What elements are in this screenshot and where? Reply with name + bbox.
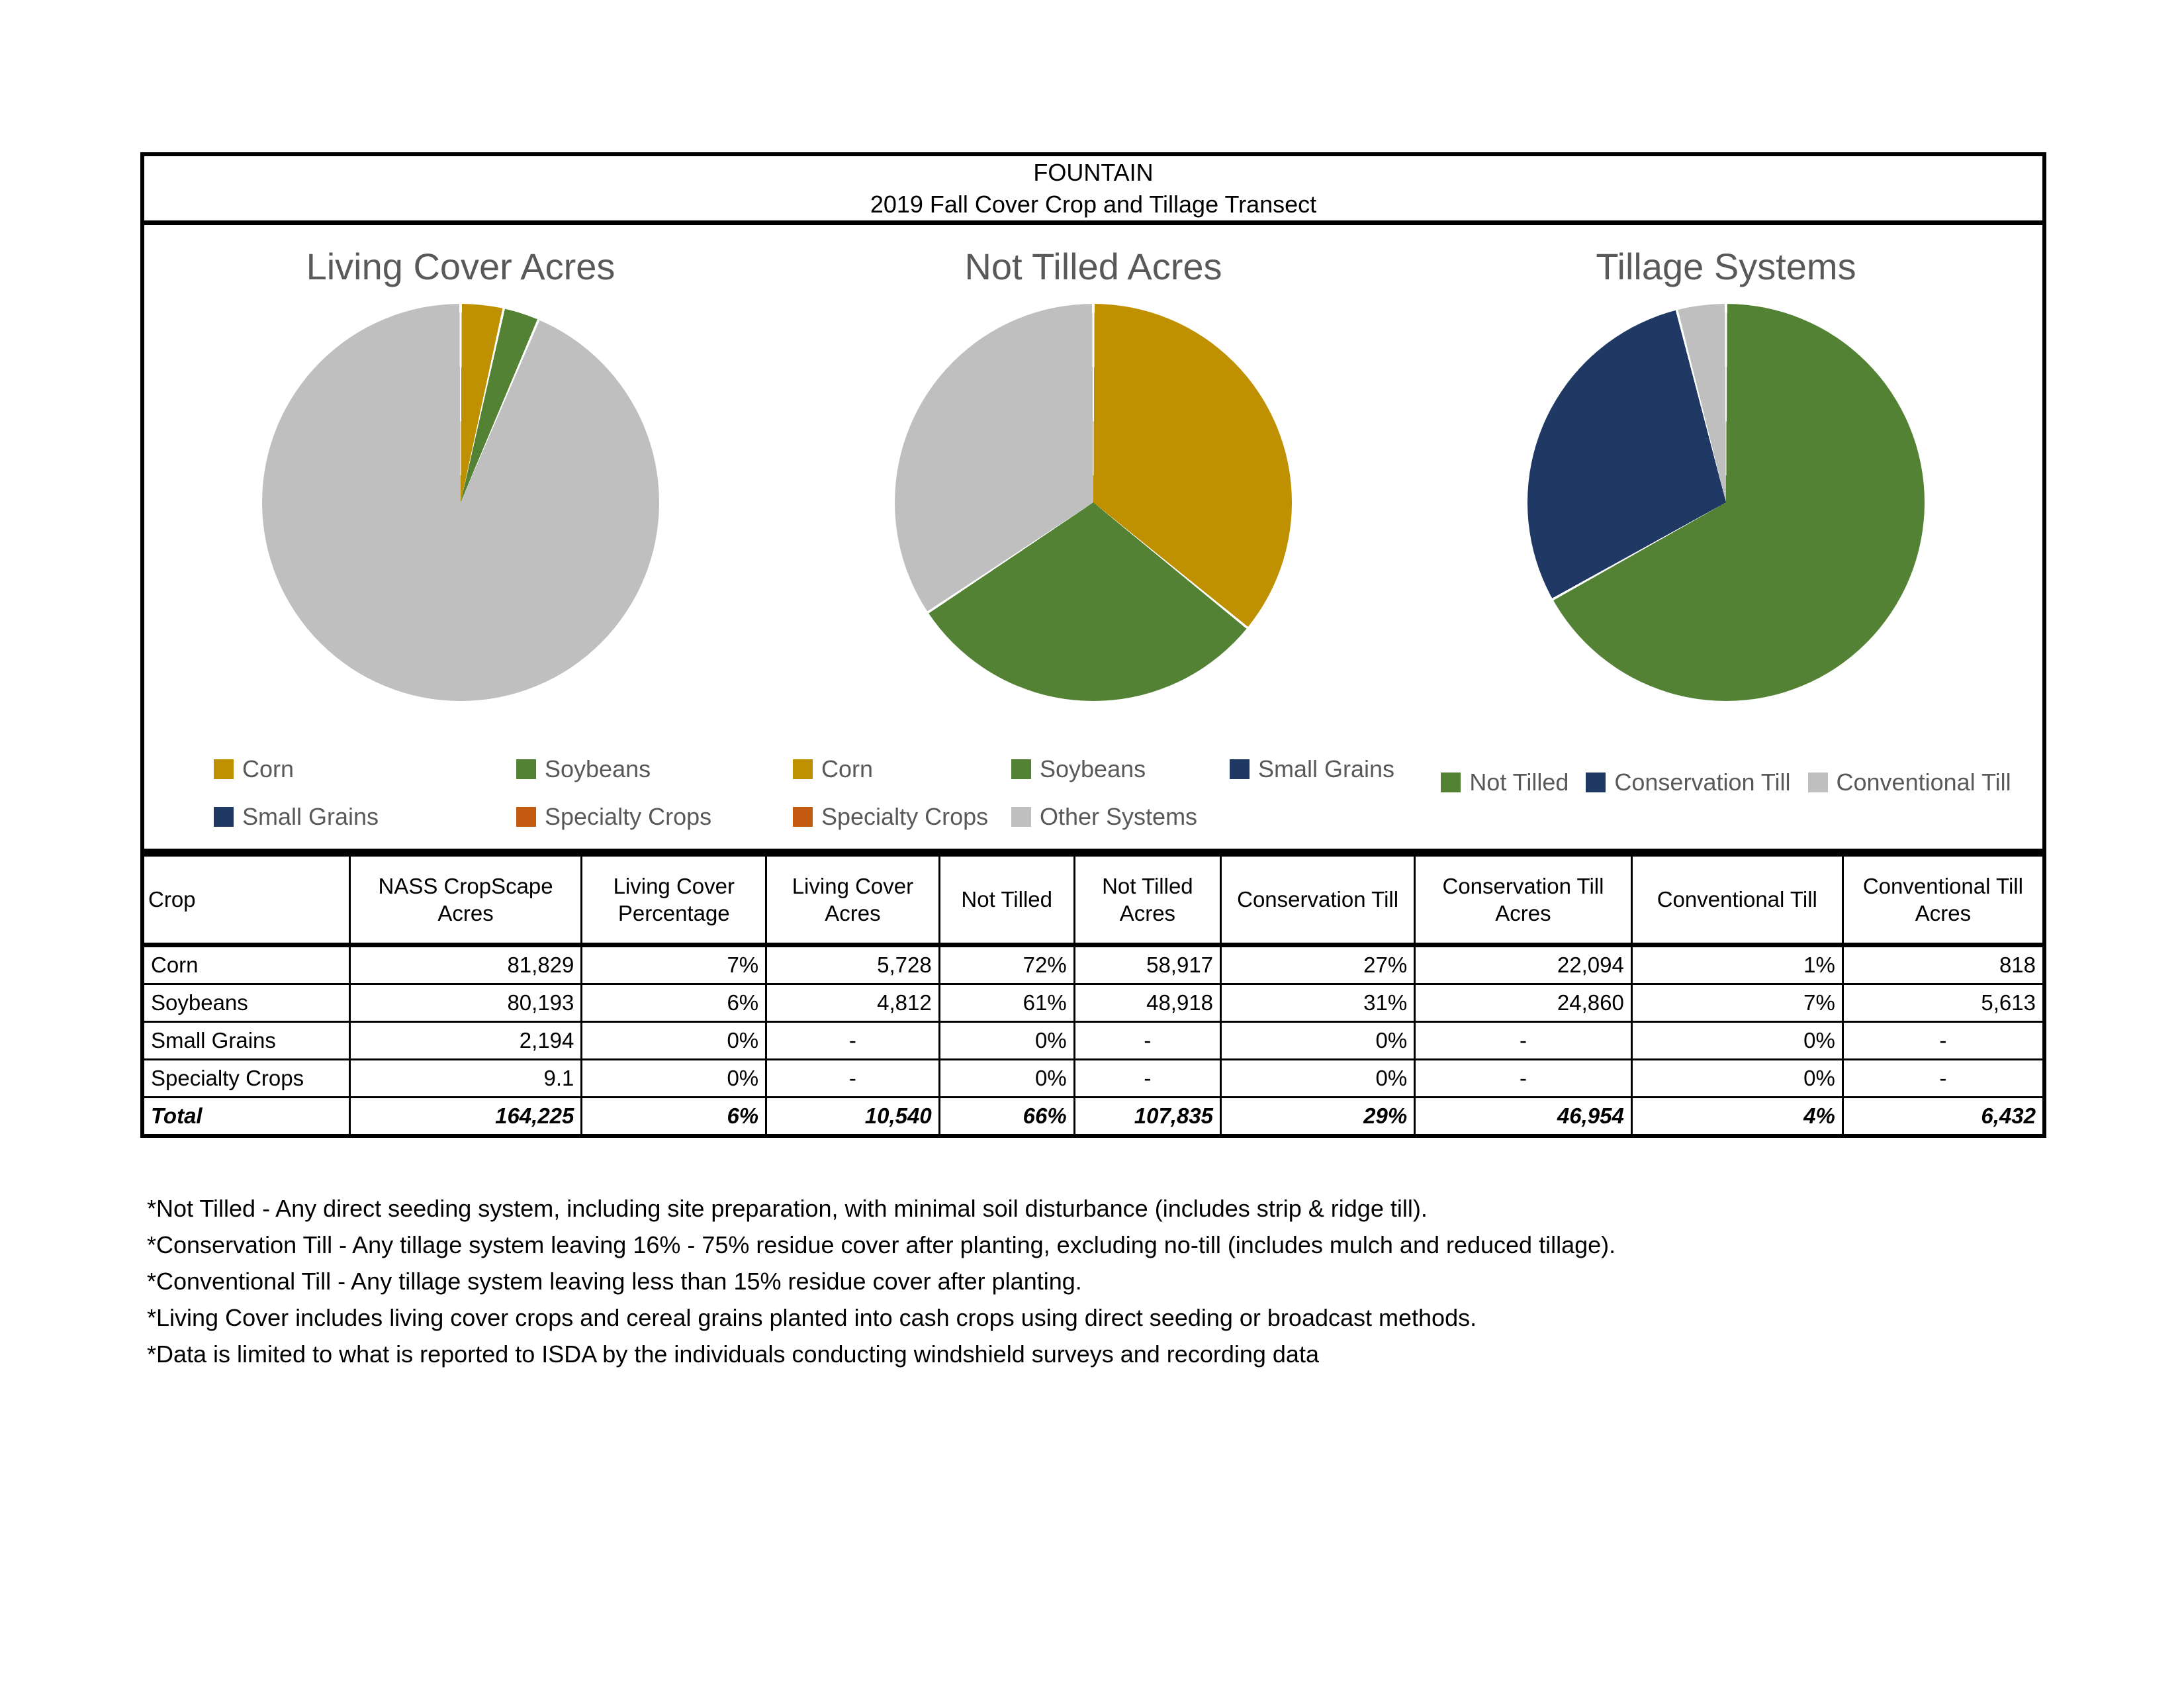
table-cell: 818: [1843, 945, 2044, 984]
legend-label: Specialty Crops: [821, 803, 989, 830]
chart-title-not-tilled-acres: Not Tilled Acres: [964, 246, 1222, 287]
crop-tillage-table: [140, 853, 2046, 1138]
footnote-line-2: *Conservation Till - Any tillage system leaving 16% - 75% residue cover after planting, excluding no-till (includes mulch and reduced tillage).: [147, 1231, 1616, 1258]
table-cell: 61%: [939, 984, 1074, 1022]
legend-item-conventional-till: [1808, 769, 2011, 796]
report-title-block: [144, 156, 2042, 225]
legend-swatch-small-grains: [214, 807, 234, 827]
table-cell: -: [1843, 1060, 2044, 1098]
table-cell: 10,540: [766, 1098, 940, 1137]
table-cell: 0%: [582, 1022, 766, 1060]
table-cell: 66%: [939, 1098, 1074, 1137]
legend-label: Soybeans: [1040, 755, 1146, 782]
legend-label: Corn: [821, 755, 874, 782]
table-cell: 58,917: [1074, 945, 1220, 984]
table-cell: -: [1415, 1060, 1632, 1098]
table-cell: 7%: [582, 945, 766, 984]
table-cell: -: [1415, 1022, 1632, 1060]
legend-swatch-other-systems: [1011, 807, 1031, 827]
table-cell: 4,812: [766, 984, 940, 1022]
table-cell: 48,918: [1074, 984, 1220, 1022]
legend-label: Soybeans: [545, 755, 651, 782]
footnote-line-4: *Living Cover includes living cover crops and cereal grains planted into cash crops using direct seeding or broadcast methods.: [147, 1304, 1477, 1331]
table-cell: 1%: [1631, 945, 1843, 984]
legend-item-corn: [214, 755, 516, 783]
legend-label: Corn: [242, 755, 295, 782]
legend-item-specialty-crops: [793, 803, 1011, 831]
legend-item-small-grains: [214, 803, 516, 831]
table-cell: 107,835: [1074, 1098, 1220, 1137]
table-cell: 5,728: [766, 945, 940, 984]
col-header-conservation-till-acres: Conservation Till Acres: [1415, 855, 1632, 945]
col-header-nass-cropscape-acres: NASS CropScape Acres: [349, 855, 582, 945]
legend-label: Small Grains: [1258, 755, 1395, 782]
legend-label: Other Systems: [1040, 803, 1198, 830]
row-label-cell: Total: [142, 1098, 349, 1137]
legend-swatch-soybeans: [516, 759, 536, 779]
legend-tillage-systems: [1410, 769, 2042, 796]
table-cell: 6,432: [1843, 1098, 2044, 1137]
report-title-county: FOUNTAIN: [1033, 158, 1154, 186]
table-header-row: [142, 855, 2044, 945]
table-cell: 9.1: [349, 1060, 582, 1098]
table-cell: -: [1843, 1022, 2044, 1060]
legend-living-cover-acres: [214, 755, 770, 831]
table-cell: 164,225: [349, 1098, 582, 1137]
row-label-cell: Small Grains: [142, 1022, 349, 1060]
col-header-crop: Crop: [142, 855, 349, 945]
legend-label: Conventional Till: [1836, 769, 2011, 796]
table-cell: -: [766, 1022, 940, 1060]
pie-not-tilled-acres: [895, 304, 1292, 701]
table-cell: 24,860: [1415, 984, 1632, 1022]
table-cell: 46,954: [1415, 1098, 1632, 1137]
chart-tillage-systems: [1410, 225, 2042, 848]
legend-swatch-corn: [793, 759, 813, 779]
footnote-line-1: *Not Tilled - Any direct seeding system, including site preparation, with minimal soil disturbance (includes strip & ridge till).: [147, 1195, 1428, 1222]
chart-not-tilled-acres: [777, 225, 1410, 848]
legend-swatch-small-grains: [1230, 759, 1250, 779]
table-cell: 72%: [939, 945, 1074, 984]
table-cell: -: [766, 1060, 940, 1098]
col-header-not-tilled-acres: Not Tilled Acres: [1074, 855, 1220, 945]
legend-item-corn: [793, 755, 1011, 783]
table-cell: 27%: [1221, 945, 1415, 984]
legend-label: Specialty Crops: [545, 803, 712, 830]
table-cell: 81,829: [349, 945, 582, 984]
table-cell: 0%: [1631, 1022, 1843, 1060]
legend-swatch-not-tilled: [1441, 773, 1461, 792]
table-cell: 6%: [582, 984, 766, 1022]
chart-title-tillage-systems: Tillage Systems: [1596, 246, 1856, 287]
legend-swatch-corn: [214, 759, 234, 779]
table-cell: 0%: [1631, 1060, 1843, 1098]
table-row-specialty-crops: [142, 1060, 2044, 1098]
table-cell: 31%: [1221, 984, 1415, 1022]
legend-item-soybeans: [516, 755, 819, 783]
legend-label: Conservation Till: [1614, 769, 1791, 796]
footnote-line-5: *Data is limited to what is reported to ISDA by the individuals conducting windshield surveys and recording data: [147, 1340, 1319, 1368]
table-cell: 7%: [1631, 984, 1843, 1022]
row-label-cell: Soybeans: [142, 984, 349, 1022]
table-cell: 80,193: [349, 984, 582, 1022]
chart-title-living-cover-acres: Living Cover Acres: [306, 246, 615, 287]
table-cell: 4%: [1631, 1098, 1843, 1137]
footnote-line-3: *Conventional Till - Any tillage system leaving less than 15% residue cover after planting.: [147, 1268, 1082, 1295]
chart-living-cover-acres: [144, 225, 777, 848]
legend-item-other-systems: [1011, 803, 1230, 831]
table-cell: 0%: [939, 1022, 1074, 1060]
table-cell: 22,094: [1415, 945, 1632, 984]
table-cell: 5,613: [1843, 984, 2044, 1022]
report-title-subtitle: 2019 Fall Cover Crop and Tillage Transect: [870, 190, 1317, 218]
legend-swatch-conservation-till: [1586, 773, 1606, 792]
col-header-conservation-till: Conservation Till: [1221, 855, 1415, 945]
legend-swatch-conventional-till: [1808, 773, 1828, 792]
legend-item-conservation-till: [1586, 769, 1790, 796]
table-cell: 0%: [582, 1060, 766, 1098]
col-header-conventional-till: Conventional Till: [1631, 855, 1843, 945]
table-cell: 0%: [1221, 1060, 1415, 1098]
col-header-not-tilled: Not Tilled: [939, 855, 1074, 945]
pie-tillage-systems: [1527, 304, 1925, 701]
legend-item-specialty-crops: [516, 803, 819, 831]
legend-not-tilled-acres: [793, 755, 1407, 831]
legend-swatch-specialty-crops: [516, 807, 536, 827]
table-body: [142, 945, 2044, 1137]
table-cell: 0%: [1221, 1022, 1415, 1060]
row-label-cell: Specialty Crops: [142, 1060, 349, 1098]
table-cell: 6%: [582, 1098, 766, 1137]
table-cell: -: [1074, 1022, 1220, 1060]
table-cell: -: [1074, 1060, 1220, 1098]
table-cell: 29%: [1221, 1098, 1415, 1137]
legend-label: Not Tilled: [1469, 769, 1569, 796]
legend-label: Small Grains: [242, 803, 379, 830]
table-row-soybeans: [142, 984, 2044, 1022]
table-row-total: [142, 1098, 2044, 1137]
table-cell: 0%: [939, 1060, 1074, 1098]
col-header-living-cover-percentage: Living Cover Percentage: [582, 855, 766, 945]
legend-swatch-specialty-crops: [793, 807, 813, 827]
legend-item-not-tilled: [1441, 769, 1569, 796]
report-box: [140, 152, 2046, 853]
table-row-corn: [142, 945, 2044, 984]
table-row-small-grains: [142, 1022, 2044, 1060]
legend-item-soybeans: [1011, 755, 1230, 783]
col-header-conventional-till-acres: Conventional Till Acres: [1843, 855, 2044, 945]
legend-swatch-soybeans: [1011, 759, 1031, 779]
table-cell: 2,194: [349, 1022, 582, 1060]
pie-living-cover-acres: [262, 304, 659, 701]
footnotes-block: [147, 1190, 2106, 1372]
charts-row: [144, 225, 2042, 848]
row-label-cell: Corn: [142, 945, 349, 984]
col-header-living-cover-acres: Living Cover Acres: [766, 855, 940, 945]
